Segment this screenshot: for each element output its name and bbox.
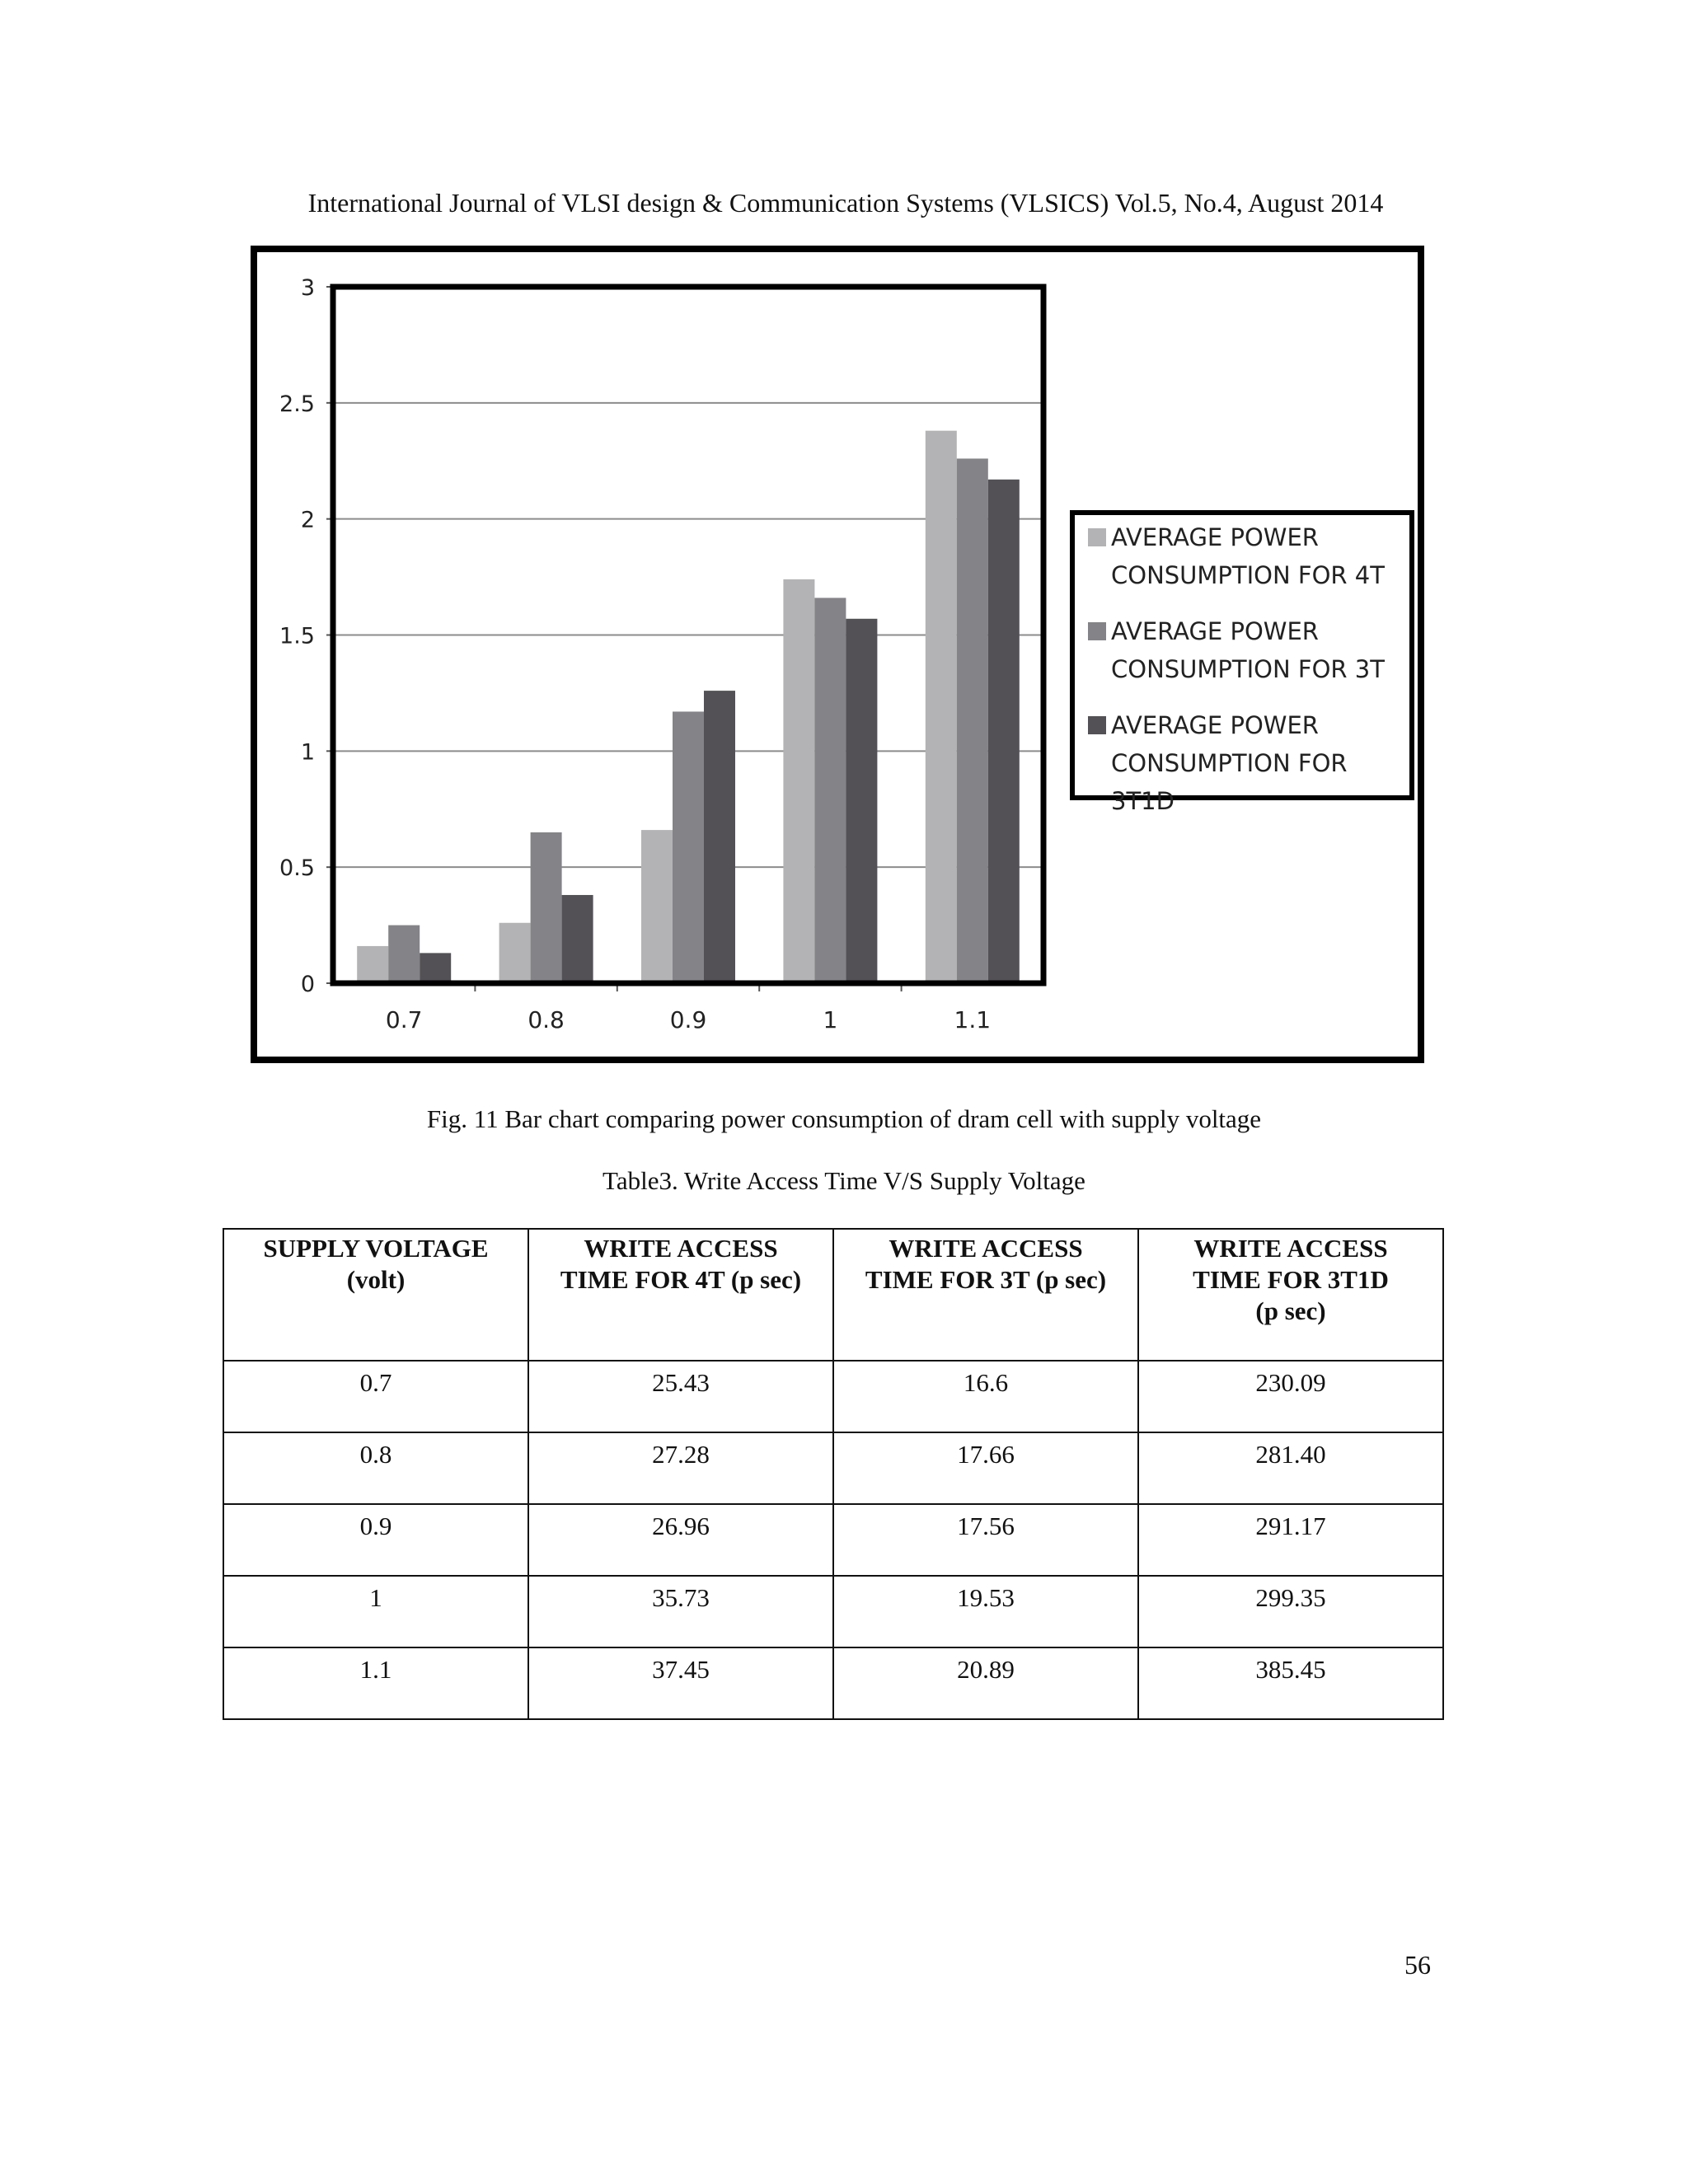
table-cell: 17.56 xyxy=(833,1504,1138,1576)
x-tick-label: 0.9 xyxy=(669,1006,707,1033)
y-tick-label: 2 xyxy=(300,507,315,533)
legend-label-3t-line2: CONSUMPTION FOR 3T xyxy=(1111,655,1385,683)
figure-caption: Fig. 11 Bar chart comparing power consumption of dram cell with supply voltage xyxy=(426,1104,1262,1133)
y-tick-label: 3 xyxy=(300,275,315,301)
header-line: WRITE ACCESS xyxy=(1193,1234,1388,1263)
bar-3t1d xyxy=(988,480,1020,983)
legend-swatch-4t xyxy=(1088,528,1106,546)
table-header-row xyxy=(223,1229,1443,1361)
table-cell: 17.66 xyxy=(833,1432,1138,1504)
chart-legend xyxy=(1070,510,1414,815)
running-header xyxy=(0,186,1688,219)
y-tick-label: 1.5 xyxy=(279,623,315,649)
table-cell: 35.73 xyxy=(528,1576,833,1647)
table-header-4t xyxy=(528,1229,833,1361)
table-cell: 27.28 xyxy=(528,1432,833,1504)
x-tick-label: 0.7 xyxy=(385,1006,423,1033)
bar-3t1d xyxy=(420,953,451,983)
table-cell: 26.96 xyxy=(528,1504,833,1576)
legend-label-3t1d xyxy=(1111,706,1408,820)
legend-label-3t1d-line1: AVERAGE POWER xyxy=(1111,711,1319,739)
table-cell: 16.6 xyxy=(833,1361,1138,1432)
bar-3t xyxy=(814,598,846,983)
y-tick-label: 0 xyxy=(300,972,315,997)
table-cell: 25.43 xyxy=(528,1361,833,1432)
y-tick-label: 2.5 xyxy=(279,391,315,417)
table-caption: Table3. Write Access Time V/S Supply Voltage xyxy=(603,1166,1085,1195)
legend-label-4t xyxy=(1111,518,1408,594)
table-header-3t1d xyxy=(1138,1229,1443,1361)
running-header-text: International Journal of VLSI design & Communication Systems (VLSICS) Vol.5, No.4, August 2014 xyxy=(307,188,1384,218)
bar-4t xyxy=(641,830,673,983)
header-line: (volt) xyxy=(346,1265,406,1294)
header-line: TIME FOR 3T (p sec) xyxy=(865,1265,1107,1294)
bar-3t xyxy=(957,458,988,983)
legend-label-4t-line1: AVERAGE POWER xyxy=(1111,523,1319,551)
table-cell: 291.17 xyxy=(1138,1504,1443,1576)
table-cell: 37.45 xyxy=(528,1647,833,1719)
table-cell: 0.8 xyxy=(223,1432,528,1504)
bar-3t xyxy=(388,926,420,983)
y-tick-label: 0.5 xyxy=(279,855,315,882)
table-cell: 385.45 xyxy=(1138,1647,1443,1719)
table-header-supply-voltage xyxy=(223,1229,528,1361)
table-cell: 20.89 xyxy=(833,1647,1138,1719)
table-cell: 0.9 xyxy=(223,1504,528,1576)
legend-label-3t-line1: AVERAGE POWER xyxy=(1111,617,1319,645)
header-line: TIME FOR 4T (p sec) xyxy=(560,1265,802,1294)
legend-label-3t xyxy=(1111,612,1408,688)
page-number: 56 xyxy=(1404,1950,1431,1980)
table-row xyxy=(223,1576,1443,1647)
bar-4t xyxy=(357,946,388,983)
table-cell: 299.35 xyxy=(1138,1576,1443,1647)
bar-3t1d xyxy=(846,619,877,983)
bar-3t1d xyxy=(562,895,593,983)
legend-swatch-3t xyxy=(1088,622,1106,640)
header-line: WRITE ACCESS xyxy=(584,1234,778,1263)
table-cell: 1 xyxy=(223,1576,528,1647)
bar-3t xyxy=(673,711,704,983)
y-tick-label: 1 xyxy=(300,739,315,766)
table-header-3t xyxy=(833,1229,1138,1361)
bar-4t xyxy=(499,923,531,983)
header-line: TIME FOR 3T1D xyxy=(1193,1265,1389,1294)
x-tick-label: 0.8 xyxy=(528,1006,565,1033)
bar-4t xyxy=(783,579,814,983)
table-cell: 230.09 xyxy=(1138,1361,1443,1432)
table-cell: 0.7 xyxy=(223,1361,528,1432)
x-tick-label: 1.1 xyxy=(954,1006,992,1033)
bar-4t xyxy=(926,431,957,983)
header-line: WRITE ACCESS xyxy=(889,1234,1083,1263)
legend-label-3t1d-line2: CONSUMPTION FOR 3T1D xyxy=(1111,749,1348,815)
write-access-time-table xyxy=(223,1228,1444,1720)
header-line: SUPPLY VOLTAGE xyxy=(263,1234,489,1263)
table-row xyxy=(223,1361,1443,1432)
table-cell: 19.53 xyxy=(833,1576,1138,1647)
bar-3t1d xyxy=(704,691,735,983)
x-tick-label: 1 xyxy=(823,1006,838,1033)
legend-label-4t-line2: CONSUMPTION FOR 4T xyxy=(1111,561,1385,589)
table-cell: 281.40 xyxy=(1138,1432,1443,1504)
table-row xyxy=(223,1432,1443,1504)
legend-swatch-3t1d xyxy=(1088,716,1106,734)
table-row xyxy=(223,1504,1443,1576)
table-row xyxy=(223,1647,1443,1719)
table-cell: 1.1 xyxy=(223,1647,528,1719)
header-line: (p sec) xyxy=(1255,1296,1326,1325)
bar-3t xyxy=(531,832,562,983)
figure-frame xyxy=(251,246,1424,1063)
